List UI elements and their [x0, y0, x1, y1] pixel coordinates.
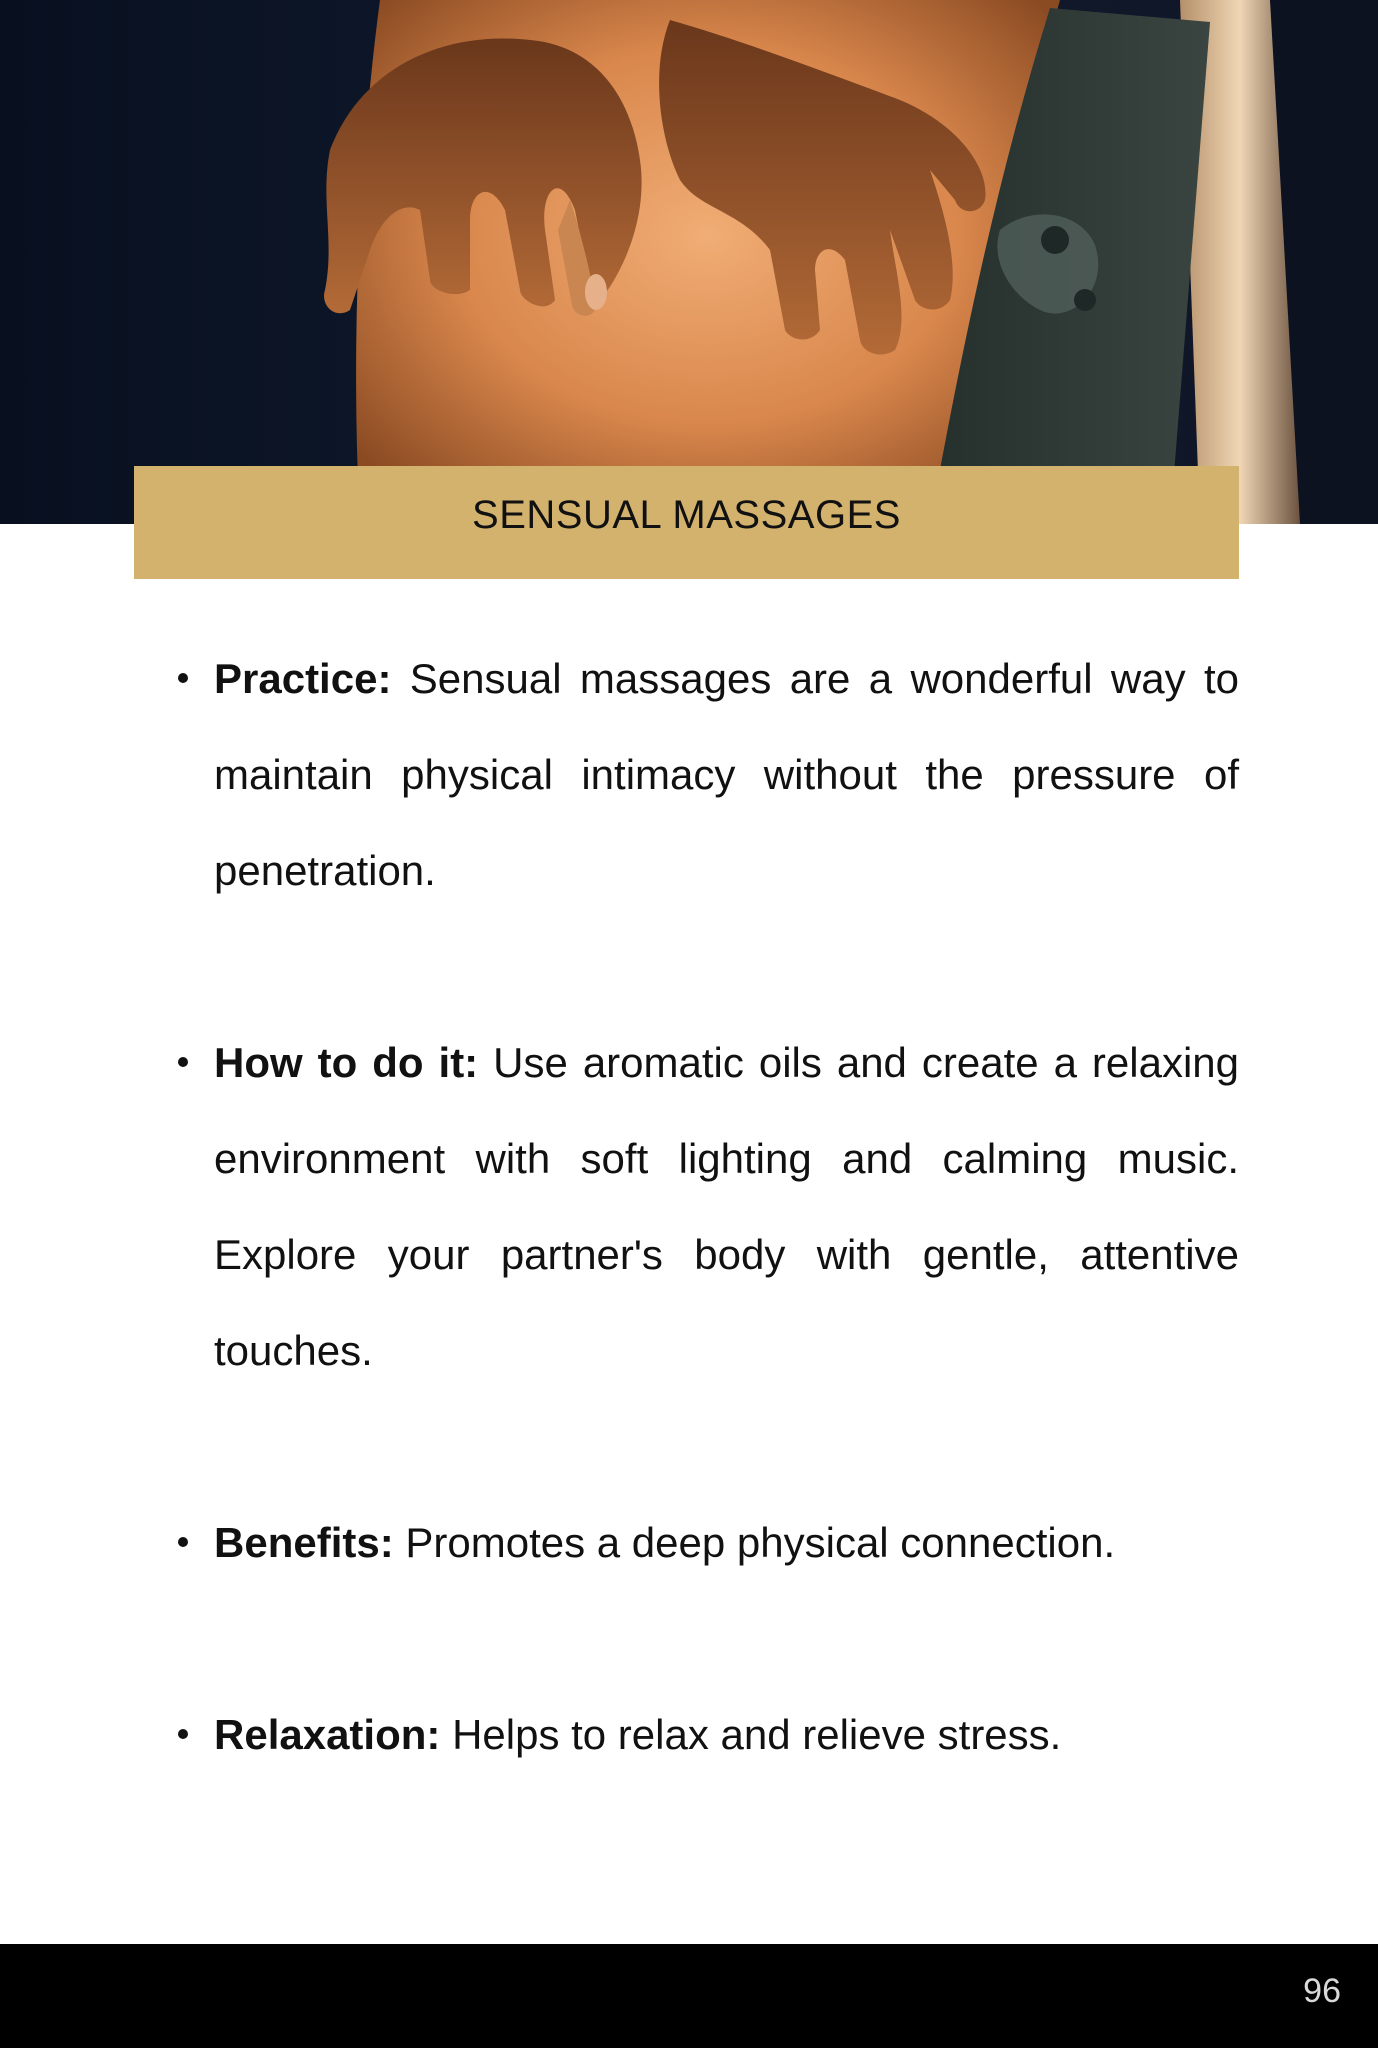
list-item — [174, 1015, 1239, 1399]
hero-photo — [0, 0, 1378, 524]
item-text: Promotes a deep physical connection. — [405, 1519, 1116, 1566]
bullet-icon — [178, 1537, 188, 1547]
massage-hands-illustration — [0, 0, 1378, 524]
bullet-icon — [178, 1729, 188, 1739]
list-item — [174, 1687, 1239, 1783]
bullet-list — [174, 631, 1239, 1783]
page-footer — [0, 1944, 1378, 2048]
list-item — [174, 631, 1239, 919]
item-term: Benefits: — [214, 1519, 394, 1566]
bullet-icon — [178, 1057, 188, 1067]
bullet-icon — [178, 673, 188, 683]
item-term: Relaxation: — [214, 1711, 441, 1758]
item-term: Practice: — [214, 655, 392, 702]
list-item — [174, 1495, 1239, 1591]
item-term: How to do it: — [214, 1039, 479, 1086]
item-text: Use aromatic oils and create a relaxing environment with soft lighting and calming music. Explore your partner's body with gentle, attentive touches. — [214, 1039, 1239, 1374]
item-text: Helps to relax and relieve stress. — [452, 1711, 1062, 1758]
item-text: Sensual massages are a wonderful way to maintain physical intimacy without the pressure of penetration. — [214, 655, 1239, 894]
section-title-banner — [134, 466, 1239, 579]
section-title: SENSUAL MASSAGES — [472, 492, 901, 537]
page-number: 96 — [1303, 1972, 1341, 2010]
